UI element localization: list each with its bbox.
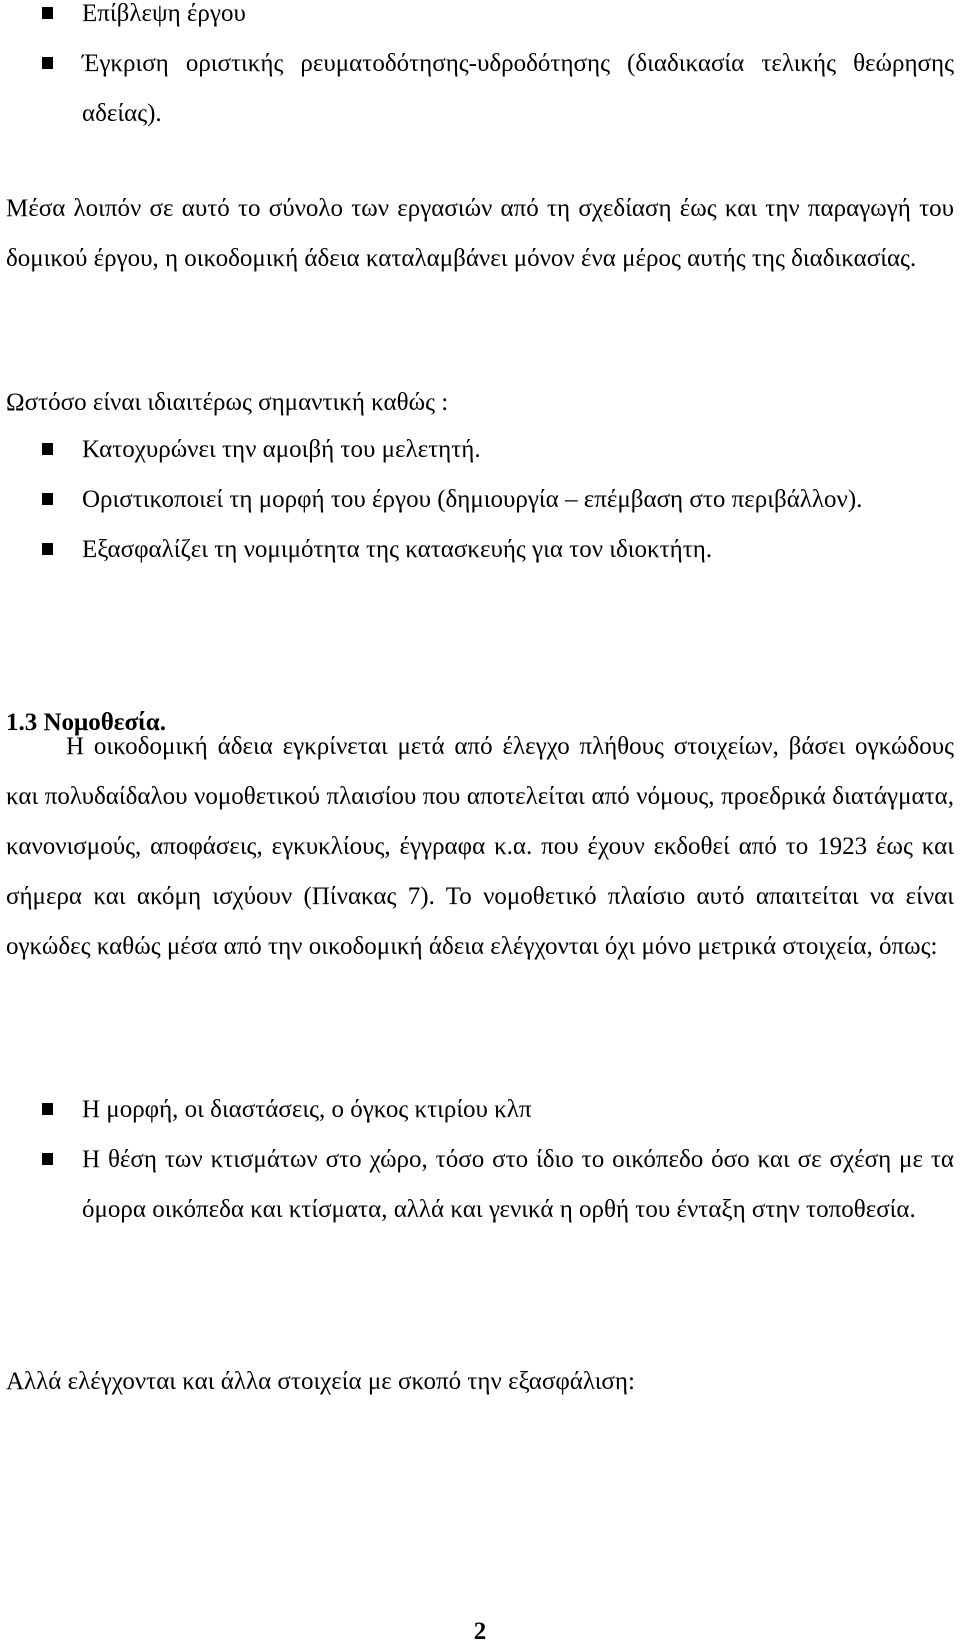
square-bullet-icon (42, 1153, 53, 1165)
square-bullet-icon (42, 7, 53, 19)
list-item-text: Η θέση των κτισμάτων στο χώρο, τόσο στο ίδιο το οικόπεδο όσο και σε σχέση με τα όμορα οικόπεδα και κτίσματα, αλλά και γενικά η ορθή του ένταξη στην τοποθεσία. (82, 1146, 954, 1223)
paragraph-intro: Μέσα λοιπόν σε αυτό το σύνολο των εργασιών από τη σχεδίαση έως και την παραγωγή του δομικού έργου, η οικοδομική άδεια καταλαμβάνει μόνον ένα μέρος αυτής της διαδικασίας. (6, 195, 954, 272)
list-item (38, 475, 954, 525)
square-bullet-icon (42, 493, 53, 505)
square-bullet-icon (42, 443, 53, 455)
list-item (38, 1135, 954, 1235)
list-item-text: Επίβλεψη έργου (82, 0, 246, 27)
square-bullet-icon (42, 1103, 53, 1115)
list-item-text: Η μορφή, οι διαστάσεις, ο όγκος κτιρίου κλπ (82, 1096, 532, 1123)
list-item-text: Οριστικοποιεί τη μορφή του έργου (δημιουργία – επέμβαση στο περιβάλλον). (82, 486, 863, 513)
bullet-list-top (38, 0, 954, 139)
list-item (38, 39, 954, 139)
list-item (38, 425, 954, 475)
page-number: 2 (473, 1618, 487, 1645)
paragraph-legislation: Η οικοδομική άδεια εγκρίνεται μετά από έλεγχο πλήθους στοιχείων, βάσει ογκώδους και πολυδαίδαλου νομοθετικού πλαισίου που αποτελείται από νόμους, προεδρικά διατάγματα, κανονισμούς, αποφάσεις, εγκυκλίους, έγγραφα κ.α. που έχουν εκδοθεί από το 1923 έως και σήμερα και ακόμη ισχύουν (Πίνακας 7). Το νομοθετικό πλαίσιο αυτό απαιτείται να είναι ογκώδες καθώς μέσα από την οικοδομική άδεια ελέγχονται όχι μόνο μετρικά στοιχεία, όπως: (6, 733, 954, 960)
paragraph-other-elements: Αλλά ελέγχονται και άλλα στοιχεία με σκοπό την εξασφάλιση: (6, 1368, 635, 1395)
bullet-list-middle (38, 425, 954, 575)
paragraph-importance: Ωστόσο είναι ιδιαιτέρως σημαντική καθώς : (6, 389, 449, 416)
list-item (38, 1085, 954, 1135)
section-heading: 1.3 Νομοθεσία. (6, 709, 167, 736)
list-item-text: Έγκριση οριστικής ρευματοδότησης-υδροδότησης (διαδικασία τελικής θεώρησης αδείας). (82, 50, 954, 127)
list-item-text: Κατοχυρώνει την αμοιβή του μελετητή. (82, 436, 481, 463)
list-item (38, 525, 954, 575)
square-bullet-icon (42, 57, 53, 69)
bullet-list-bottom (38, 1085, 954, 1235)
list-item-text: Εξασφαλίζει τη νομιμότητα της κατασκευής για τον ιδιοκτήτη. (82, 536, 713, 563)
list-item (38, 0, 954, 39)
square-bullet-icon (42, 543, 53, 555)
